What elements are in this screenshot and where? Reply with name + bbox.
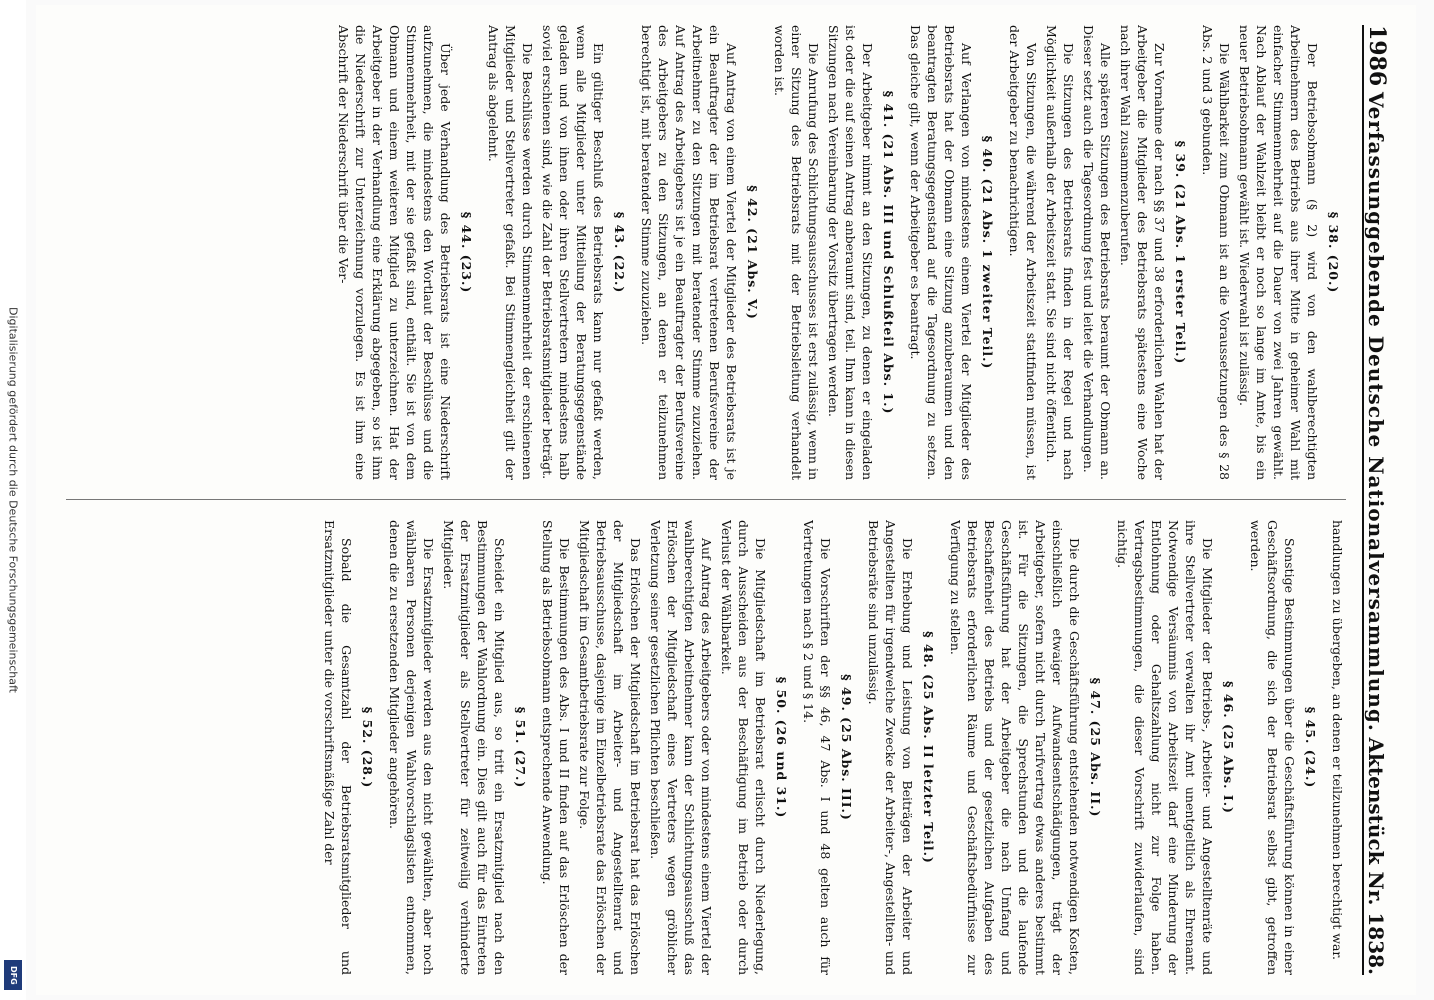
section-paragraph: handlungen zu übergeben, an denen er teilzunehmen berechtigt war. (1330, 520, 1345, 960)
law-section (865, 520, 937, 975)
section-paragraph: Von Sitzungen, die während der Arbeitszeit stattfinden müssen, ist der Arbeitgeber zu benachrichtigen. (1007, 25, 1039, 480)
law-section (485, 25, 628, 480)
section-paragraph: Sonstige Bestimmungen über die Geschäftsführung können in einer Geschäftsordnung, die sich der Betriebsrat selbst gibt, getroffen werden. (1248, 520, 1297, 975)
section-paragraph: Zur Vornahme der nach §§ 37 und 38 erforderlichen Wahlen hat der Arbeitgeber die Mitglieder des Betriebsrats spätestens eine Woche nach ihrer Wahl zusammenzuberufen. (1118, 25, 1167, 480)
section-heading: § 38. (20.) (1326, 211, 1341, 294)
law-section (1006, 25, 1189, 480)
section-heading: § 42. (21 Abs. V.) (745, 185, 760, 320)
section-heading: § 46. (25 Abs. I.) (1221, 681, 1236, 814)
page-title: Verfassunggebende Deutsche Nationalversammlung. (1364, 91, 1388, 732)
section-paragraph: Sobald die Gesamtzahl der Betriebsratsmitglieder und Ersatzmitglieder unter die vorschriftsmäßige Zahl der (322, 520, 354, 975)
page-header (1362, 25, 1398, 975)
section-paragraph: Die Bestimmungen des Abs. I und II finden auf das Erlöschen der Stellung als Betriebsobmann entsprechende Anwendung. (540, 520, 572, 975)
section-paragraph: Auf Antrag von einem Viertel der Mitglieder des Betriebsrats ist je ein Beauftragter der im Betriebsrat vertretenen Berufsvereine der Arbeitnehmer zu den Sitzungen mit beratender Stimme zuzuziehen. Auf Antrag des Arbeitgebers ist je ein Beauftragter der Berufsvereine des Arbeitgebers zu den Sitzungen, an denen er teilzunehmen berechtigt ist, mit beratender Stimme zuzuziehen. (639, 25, 739, 480)
law-section (1329, 520, 1346, 975)
scanned-page (36, 5, 1416, 995)
section-paragraph: Die Mitglieder der Betriebs-, Arbeiter- und Angestelltenräte und ihre Stellvertreter verwalten ihr Amt unentgeltlich als Ehrenamt. Notwendige Versäumnis von Arbeitszeit darf eine Minderung der Entlohnung oder Gehaltszahlung nicht zur Folge haben. Vertragsbestimmungen, die dieser Vorschrift zuwiderlaufen, sind nichtig. (1115, 520, 1215, 975)
law-section (907, 25, 996, 480)
section-heading: § 44. (23.) (459, 211, 474, 294)
section-paragraph: Die Anrufung des Schlichtungsausschusses ist erst zulässig, wenn in einer Sitzung des Betriebsrats mit der Betriebsleitung verhandelt worden ist. (772, 25, 821, 480)
section-paragraph: Die Mitgliedschaft im Betriebsrat erlischt durch Niederlegung, durch Ausscheiden aus der Beschäftigung im Betrieb oder durch Verlust der Wählbarkeit. (719, 520, 768, 975)
section-heading: § 49. (25 Abs. III.) (839, 674, 854, 821)
section-paragraph: Die Wählbarkeit zum Obmann ist an die Voraussetzungen des § 28 Abs. 2 und 3 gebunden. (1200, 25, 1232, 480)
column-divider (66, 499, 1346, 500)
section-paragraph: Der Betriebsobmann (§ 2) wird von den wahlberechtigten Arbeitnehmern des Betriebs aus ihrer Mitte in geheimer Wahl mit einfacher Stimmenmehrheit auf die Dauer von zwei Jahren gewählt. Nach Ablauf der Wahlzeit bleibt er noch so lange im Amte, bis ein neuer Betriebsobmann gewählt ist. Wiederwahl ist zulässig. (1237, 25, 1320, 480)
section-heading: § 48. (25 Abs. II letzter Teil.) (921, 631, 936, 864)
section-heading: § 47. (25 Abs. II.) (1088, 677, 1103, 818)
document-reference: Aktenstück Nr. 1838. (1364, 737, 1388, 975)
section-paragraph: Das Erlöschen der Mitgliedschaft im Betriebsrat hat das Erlöschen der Mitgliedschaft im Arbeiter- und Angestelltenrat und Betriebsausschusse, dasjenige im Einzelbetriebsrate das Erlöschen der Mitgliedschaft im Gesamtbetriebsrate zur Folge. (577, 520, 643, 975)
text-column-left (56, 25, 1346, 480)
section-paragraph: Die durch die Geschäftsführung entstehenden notwendigen Kosten, einschließlich etwaiger Aufwandsentschädigungen, trägt der Arbeitgeber, sofern nicht durch Tarifvertrag etwas anderes bestimmt ist. Für die Sitzungen, die Sprechstunden und die laufende Geschäftsführung hat der Arbeitgeber die nach Umfang und Beschaffenheit des Betriebs und der gesetzlichen Aufgaben des Betriebsrats erforderlichen Räume und Geschäftsbedürfnisse zur Verfügung zu stellen. (948, 520, 1082, 975)
law-section (800, 520, 855, 975)
section-heading: § 43. (22.) (612, 211, 627, 294)
section-heading: § 52. (28.) (360, 706, 375, 789)
law-section (386, 520, 529, 975)
dfg-logo: DFG (4, 960, 22, 990)
section-paragraph: Der Arbeitgeber nimmt an den Sitzungen, zu denen er eingeladen ist oder die auf seinen Antrag anberaumt sind, teil. Ihm kann in diesen Sitzungen nach Vereinbarung der Vorsitz übertragen werden. (826, 25, 875, 480)
text-column-right (56, 520, 1346, 975)
section-paragraph: Auf Verlangen von mindestens einem Viertel der Mitglieder des Betriebsrats hat der Obmann eine Sitzung anzuberaumen und den beantragten Beratungsgegenstand auf die Tagesordnung zu setzen. Das gleiche gilt, wenn der Arbeitgeber es beantragt. (908, 25, 974, 480)
section-paragraph: Ein gültiger Beschluß des Betriebsrats kann nur gefaßt werden, wenn alle Mitglieder unter Mitteilung der Beratungsgegenstände geladen und von ihnen oder ihren Stellvertretern mindestens halb soviel erschienen sind, wie die Zahl der Betriebsratsmitglieder beträgt. (540, 25, 606, 480)
page-number: 1986 (1364, 25, 1390, 87)
section-heading: § 51. (27.) (513, 706, 528, 789)
watermark-strip (0, 0, 26, 1000)
section-heading: § 50. (26 und 31.) (774, 676, 789, 819)
section-paragraph: Die Ersatzmitglieder werden aus den nicht gewählten, aber noch wählbaren Personen derjenigen Wahlvorschlagslisten entnommen, denen die zu ersetzenden Mitglieder angehören. (387, 520, 436, 975)
section-paragraph: Die Beschlüsse werden durch Stimmenmehrheit der erschienenen Mitglieder und Stellvertreter gefaßt. Bei Stimmengleichheit gilt der Antrag als abgelehnt. (486, 25, 535, 480)
section-heading: § 45. (24.) (1303, 706, 1318, 789)
section-paragraph: Die Erhebung und Leistung von Beiträgen der Arbeiter und Angestellten für irgendwelche Zwecke der Arbeiter-, Angestellten- und Betriebsräte sind unzulässig. (866, 520, 915, 975)
section-paragraph: Die Vorschriften der §§ 46, 47 Abs. I und 48 gelten auch für Vertretungen nach § 2 und § 14. (801, 520, 833, 975)
law-section (771, 25, 897, 480)
law-section (947, 520, 1104, 975)
law-section (335, 25, 475, 480)
law-section (539, 520, 790, 975)
law-section (321, 520, 376, 975)
section-paragraph: Die Sitzungen des Betriebsrats finden in der Regel und nach Möglichkeit außerhalb der Arbeitszeit statt. Sie sind nicht öffentlich. (1044, 25, 1076, 480)
section-heading: § 40. (21 Abs. 1 zweiter Teil.) (980, 135, 995, 370)
section-paragraph: Auf Antrag des Arbeitgebers oder von mindestens einem Viertel der wahlberechtigten Arbeitnehmer kann der Schlichtungsausschuß das Erlöschen der Mitgliedschaft eines Vertreters wegen gröblicher Verletzung seiner gesetzlichen Pflichten beschließen. (648, 520, 714, 975)
law-section (1247, 520, 1319, 975)
section-paragraph: Alle späteren Sitzungen des Betriebsrats beraumt der Obmann an. Dieser setzt auch die Tagesordnung fest und leitet die Verhandlungen. (1081, 25, 1113, 480)
section-paragraph: Über jede Verhandlung des Betriebsrats ist eine Niederschrift aufzunehmen, die mindestens den Wortlaut der Beschlüsse und die Stimmenmehrheit, mit der sie gefaßt sind, enthält. Sie ist von dem Obmann und einem weiteren Mitglied zu unterzeichnen. Hat der Arbeitgeber in der Verhandlung eine Erklärung abgegeben, so ist ihm die Niederschrift zur Unterzeichnung vorzulegen. Es ist ihm eine Abschrift der Niederschrift über die Ver- (336, 25, 453, 480)
section-heading: § 41. (21 Abs. III und Schlußteil Abs. 1.) (881, 90, 896, 415)
law-section (1199, 25, 1342, 480)
section-heading: § 39. (21 Abs. 1 erster Teil.) (1173, 140, 1188, 365)
watermark-text: Digitalisierung gefördert durch die Deutsche Forschungsgemeinschaft (6, 307, 20, 693)
scanned-page-frame (36, 5, 1416, 995)
law-section (1114, 520, 1237, 975)
law-section (638, 25, 761, 480)
section-paragraph: Scheidet ein Mitglied aus, so tritt ein Ersatzmitglied nach den Bestimmungen der Wahlordnung ein. Dies gilt auch für das Eintreten der Ersatzmitglieder als Stellvertreter für zeitweilig verhinderte Mitglieder. (441, 520, 507, 975)
